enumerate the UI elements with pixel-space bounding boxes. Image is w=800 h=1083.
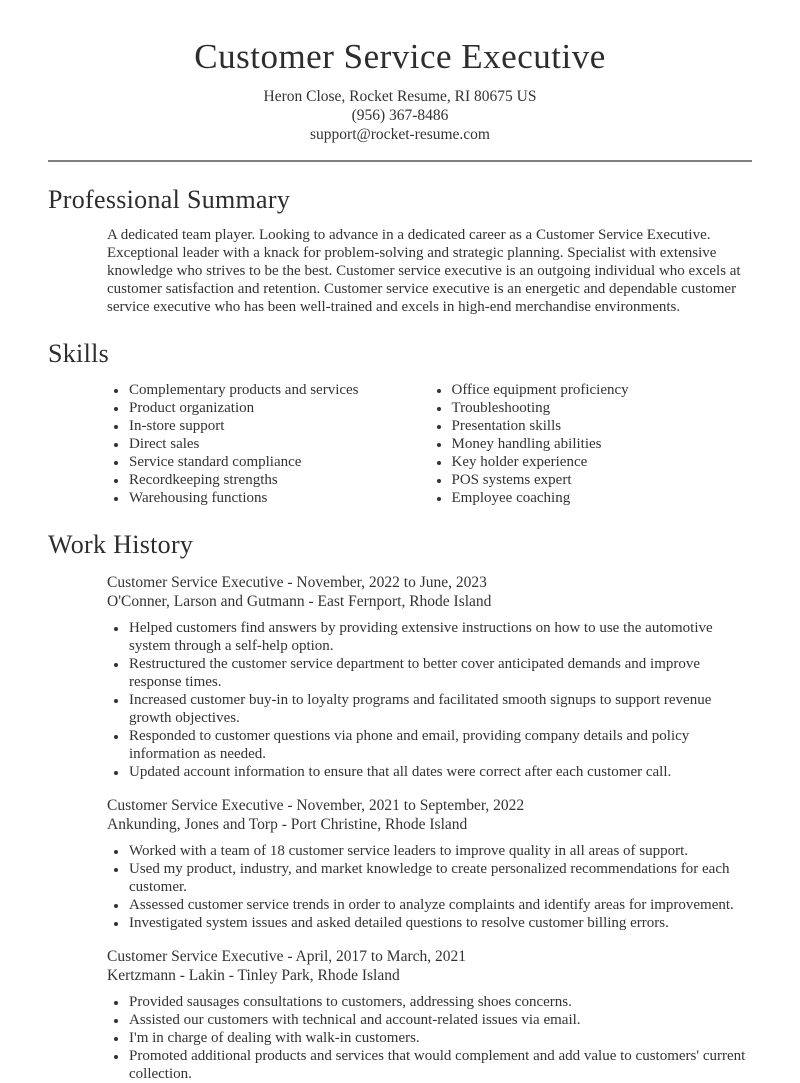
job-duty-item: • Increased customer buy-in to loyalty programs and facilitated smooth signups to support revenue growth objectives. (128, 691, 752, 727)
skills-column-right (430, 381, 753, 507)
job-duty-item: • Assisted our customers with technical and account-related issues via email. (128, 1011, 752, 1029)
skill-item: • Office equipment proficiency (451, 381, 753, 399)
skill-item: • Warehousing functions (128, 489, 430, 507)
job-duty-item: • I'm in charge of dealing with walk-in customers. (128, 1029, 752, 1047)
job-entry (107, 573, 752, 781)
skill-item: • Key holder experience (451, 453, 753, 471)
skills-column-left (107, 381, 430, 507)
job-duty-item: • Updated account information to ensure that all dates were correct after each customer call. (128, 763, 752, 781)
job-duty-item: • Promoted additional products and services that would complement and add value to customers' current collection. (128, 1047, 752, 1083)
job-duty-item: • Worked with a team of 18 customer service leaders to improve quality in all areas of support. (128, 842, 752, 860)
job-company-line: O'Conner, Larson and Gutmann - East Fernport, Rhode Island (107, 592, 492, 610)
job-duty-item: • Used my product, industry, and market knowledge to create personalized recommendations for each customer. (128, 860, 752, 896)
contact-phone: (956) 367-8486 (351, 107, 449, 124)
job-title-line: Customer Service Executive - April, 2017 to March, 2021 (107, 947, 467, 965)
job-duties-list (107, 619, 752, 781)
skill-item: • Troubleshooting (451, 399, 753, 417)
skill-item: • Employee coaching (451, 489, 753, 507)
work-history-heading: Work History (48, 529, 194, 559)
job-duty-item: • Responded to customer questions via phone and email, providing company details and policy information as needed. (128, 727, 752, 763)
job-title-line: Customer Service Executive - November, 2021 to September, 2022 (107, 796, 525, 814)
skills-columns (107, 381, 752, 507)
job-title-line: Customer Service Executive - November, 2022 to June, 2023 (107, 573, 487, 591)
skill-item: • Complementary products and services (128, 381, 430, 399)
job-company-line: Kertzmann - Lakin - Tinley Park, Rhode Island (107, 966, 400, 984)
job-duty-item: • Restructured the customer service department to better cover anticipated demands and improve response times. (128, 655, 752, 691)
skill-item: • Service standard compliance (128, 453, 430, 471)
contact-address: Heron Close, Rocket Resume, RI 80675 US (263, 88, 537, 105)
job-entry (107, 947, 752, 1083)
job-duties-list (107, 842, 752, 932)
resume-title: Customer Service Executive (194, 37, 606, 76)
skill-item: • Direct sales (128, 435, 430, 453)
skill-item: • Product organization (128, 399, 430, 417)
job-duties-list (107, 993, 752, 1083)
section-skills (48, 339, 752, 507)
job-company-line: Ankunding, Jones and Torp - Port Christine, Rhode Island (107, 815, 468, 833)
contact-email: support@rocket-resume.com (310, 126, 490, 143)
skills-list-left (107, 381, 430, 507)
summary-heading: Professional Summary (48, 185, 291, 214)
summary-text: A dedicated team player. Looking to advance in a dedicated career as a Customer Service Executive. Exceptional leader with a knack for problem-solving and strategic planning. Specialist with extensive knowledge who strives to be the best. Customer service executive is an outgoing individual who excels at customer satisfaction and retention. Customer service executive is an energetic and dependable customer service executive who has been well-trained and excels in high-end merchandise environments. (107, 226, 741, 315)
job-entry (107, 796, 752, 932)
skills-list-right (430, 381, 753, 507)
contact-block (48, 87, 752, 144)
skill-item: • In-store support (128, 417, 430, 435)
job-duty-item: • Helped customers find answers by providing extensive instructions on how to use the automotive system through a self-help option. (128, 619, 752, 655)
section-work-history (48, 530, 752, 1083)
skills-heading: Skills (48, 338, 110, 368)
header-divider (48, 160, 752, 162)
skill-item: • POS systems expert (451, 471, 753, 489)
section-professional-summary (48, 185, 752, 316)
skill-item: • Money handling abilities (451, 435, 753, 453)
job-duty-item: • Provided sausages consultations to customers, addressing shoes concerns. (128, 993, 752, 1011)
job-duty-item: • Assessed customer service trends in order to analyze complaints and identify areas for improvement. (128, 896, 752, 914)
skill-item: • Presentation skills (451, 417, 753, 435)
job-duty-item: • Investigated system issues and asked detailed questions to resolve customer billing errors. (128, 914, 752, 932)
skill-item: • Recordkeeping strengths (128, 471, 430, 489)
